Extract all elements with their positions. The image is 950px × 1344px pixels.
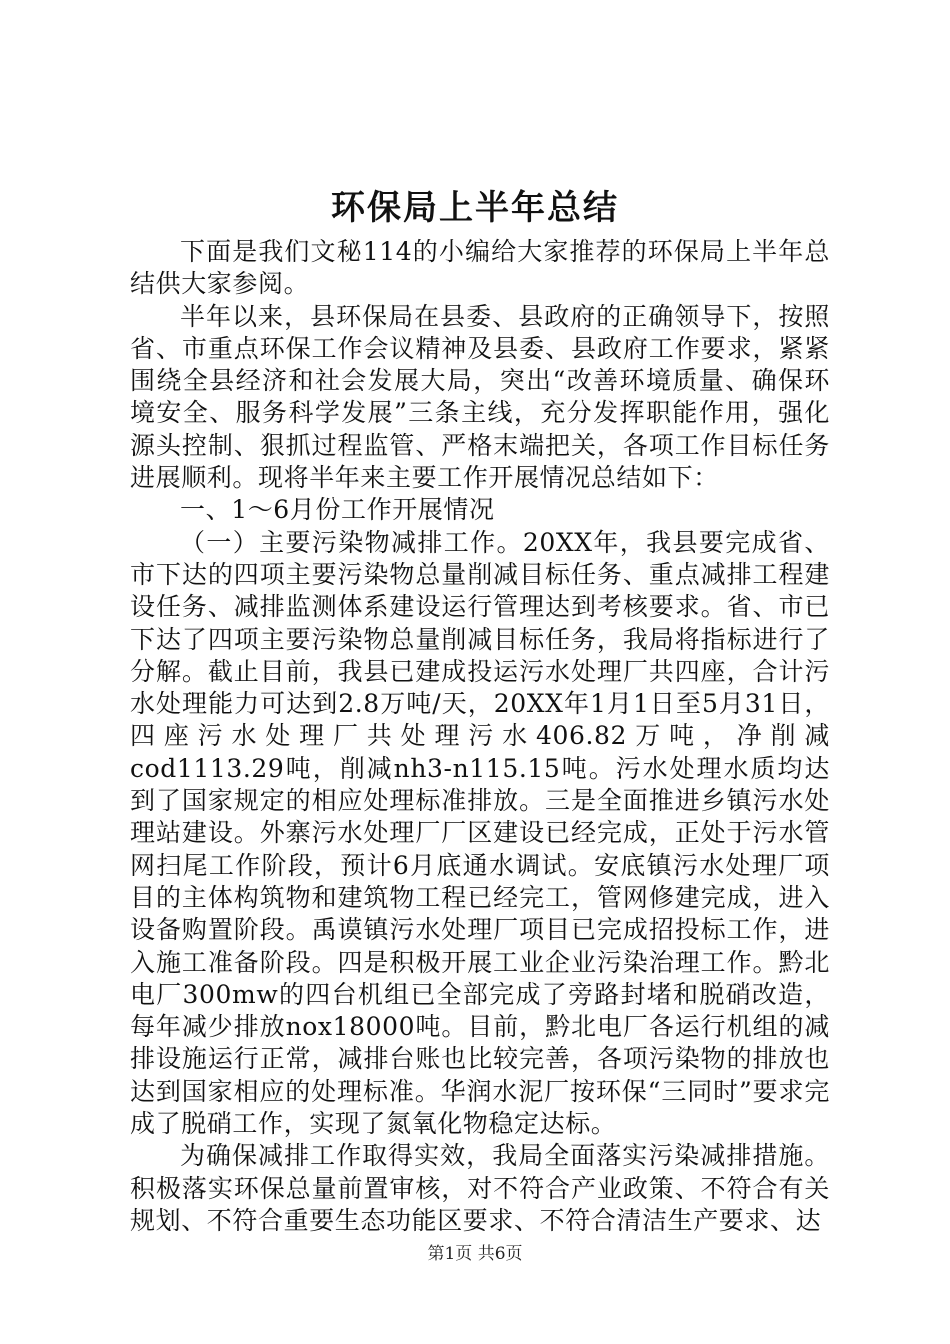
section-heading: 一、1～6月份工作开展情况	[180, 495, 495, 525]
paragraph-intro: 下面是我们文秘114的小编给大家推荐的环保局上半年总结供大家参阅。	[130, 237, 830, 299]
document-body	[130, 236, 830, 1237]
page-title: 环保局上半年总结	[331, 188, 619, 228]
paragraph-overview: 半年以来，县环保局在县委、县政府的正确领导下，按照省、市重点环保工作会议精神及县委、县政府工作要求，紧紧围绕全县经济和社会发展大局，突出“改善环境质量、确保环境安全、服务科学发展”三条主线，充分发挥职能作用，强化源头控制、狠抓过程监管、严格末端把关，各项工作目标任务进展顺利。现将半年来主要工作开展情况总结如下：	[130, 301, 830, 493]
paragraph-measures: 为确保减排工作取得实效，我局全面落实污染减排措施。积极落实环保总量前置审核，对不符合产业政策、不符合有关规划、不符合重要生态功能区要求、不符合清洁生产要求、达	[130, 1141, 830, 1235]
paragraph-emission-reduction: （一）主要污染物减排工作。20XX年，我县要完成省、市下达的四项主要污染物总量削减目标任务、重点减排工程建设任务、减排监测体系建设运行管理达到考核要求。省、市已下达了四项主要污染物总量削减目标任务，我局将指标进行了分解。截止目前，我县已建成投运污水处理厂共四座，合计污水处理能力可达到2.8万吨/天，20XX年1月1日至5月31日，四座污水处理厂共处理污水406.82万吨，净削减cod1113.29吨，削减nh3-n115.15吨。污水处理水质均达到了国家规定的相应处理标准排放。三是全面推进乡镇污水处理站建设。外寨污水处理厂厂区建设已经完成，正处于污水管网扫尾工作阶段，预计6月底通水调试。安底镇污水处理厂项目的主体构筑物和建筑物工程已经完工，管网修建完成，进入设备购置阶段。禹谟镇污水处理厂项目已完成招投标工作，进入施工准备阶段。四是积极开展工业企业污染治理工作。黔北电厂300mw的四台机组已全部完成了旁路封堵和脱硝改造，每年减少排放nox18000吨。目前，黔北电厂各运行机组的减排设施运行正常，减排台账也比较完善，各项污染物的排放也达到国家相应的处理标准。华润水泥厂按环保“三同时”要求完成了脱硝工作，实现了氮氧化物稳定达标。	[130, 527, 830, 1139]
page-number-footer: 第1页 共6页	[427, 1244, 523, 1264]
